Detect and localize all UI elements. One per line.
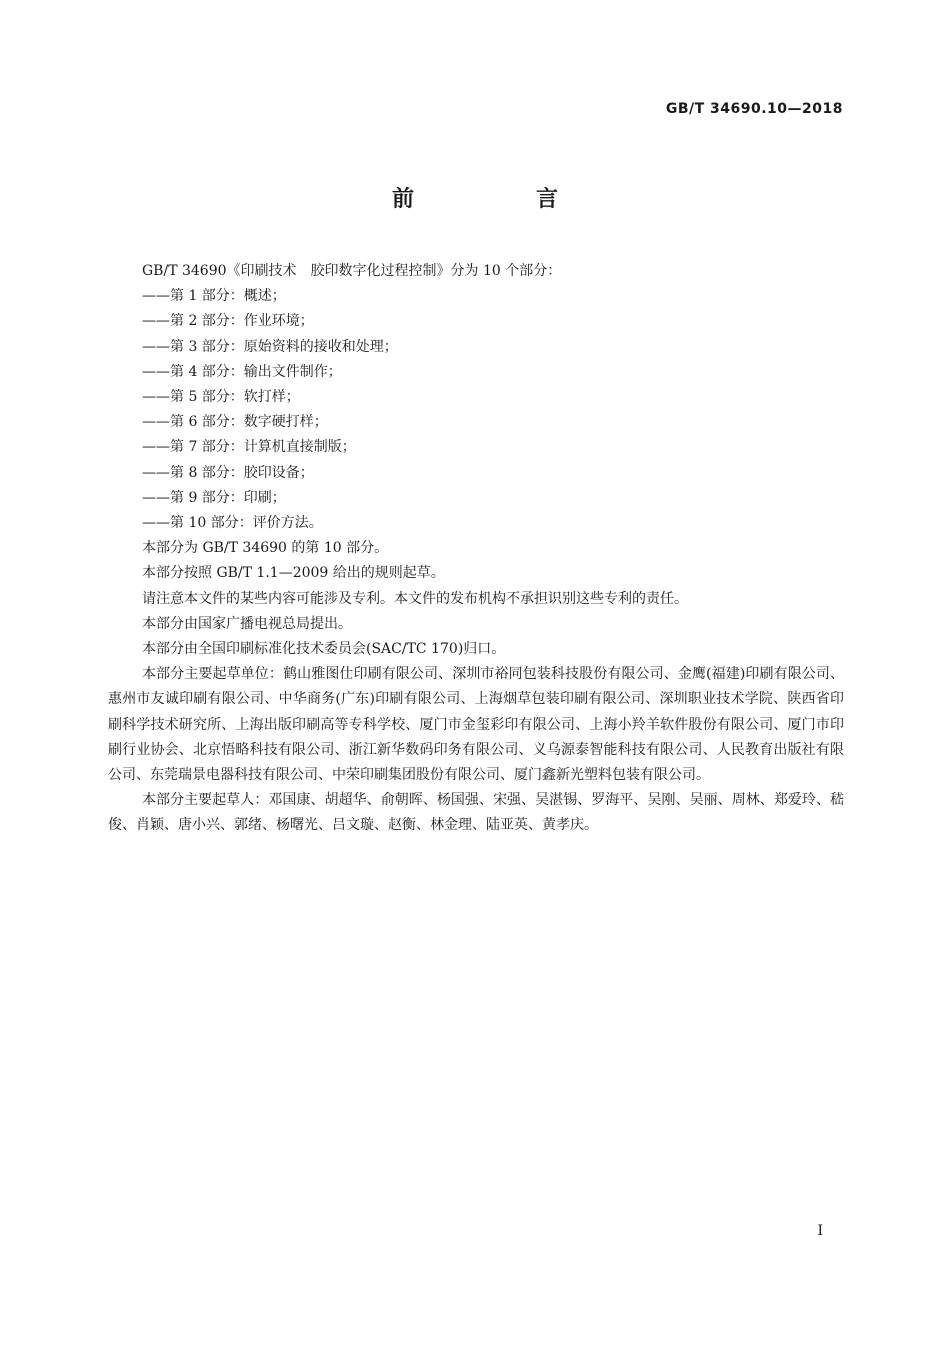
patent-notice-paragraph: 请注意本文件的某些内容可能涉及专利。本文件的发布机构不承担识别这些专利的责任。 <box>142 590 688 607</box>
statement-paragraph: 本部分由国家广播电视总局提出。 <box>142 615 352 632</box>
list-item: ——第 1 部分：概述； <box>142 288 286 305</box>
statement-paragraph: 本部分按照 GB/T 1.1—2009 给出的规则起草。 <box>142 565 445 582</box>
list-item: ——第 3 部分：原始资料的接收和处理； <box>142 338 398 355</box>
foreword-body <box>108 259 844 839</box>
page-number: I <box>817 1223 823 1239</box>
intro-paragraph: GB/T 34690《印刷技术 胶印数字化过程控制》分为 10 个部分： <box>142 263 562 279</box>
list-item: ——第 4 部分：输出文件制作； <box>142 363 342 380</box>
list-item: ——第 10 部分：评价方法。 <box>142 515 323 532</box>
list-item: ——第 8 部分：胶印设备； <box>142 464 314 481</box>
page-title: 前 言 <box>391 187 608 212</box>
statement-paragraph: 本部分由全国印刷标准化技术委员会(SAC/TC 170)归口。 <box>142 641 506 658</box>
list-item: ——第 9 部分：印刷； <box>142 489 286 506</box>
drafting-units-paragraph: 本部分主要起草单位：鹤山雅图仕印刷有限公司、深圳市裕同包装科技股份有限公司、金鹰(福建)印刷有限公司、惠州市友诚印刷有限公司、中华商务(广东)印刷有限公司、上海烟草包装印刷有限公司、深圳职业技术学院、陕西省印刷科学技术研究所、上海出版印刷高等专科学校、厦门市金玺彩印有限公司、上海小羚羊软件股份有限公司、厦门市印刷行业协会、北京悟略科技有限公司、浙江新华数码印务有限公司、义乌源泰智能科技有限公司、人民教育出版社有限公司、东莞瑞景电器科技有限公司、中荣印刷集团股份有限公司、厦门鑫新光塑料包装有限公司。 <box>108 666 844 784</box>
list-item: ——第 2 部分：作业环境； <box>142 313 314 330</box>
list-item: ——第 7 部分：计算机直接制版； <box>142 439 356 456</box>
standard-code: GB/T 34690.10—2018 <box>665 101 843 117</box>
list-item: ——第 5 部分：软打样； <box>142 389 300 406</box>
statement-paragraph: 本部分为 GB/T 34690 的第 10 部分。 <box>142 540 389 557</box>
list-item: ——第 6 部分：数字硬打样； <box>142 414 328 431</box>
drafters-paragraph: 本部分主要起草人：邓国康、胡超华、俞朝晖、杨国强、宋强、吴湛锡、罗海平、吴刚、吴丽、周林、郑爱玲、嵇俊、肖颖、唐小兴、郭绪、杨曙光、吕文璇、赵衡、林金理、陆亚英、黄孝庆。 <box>108 792 844 834</box>
